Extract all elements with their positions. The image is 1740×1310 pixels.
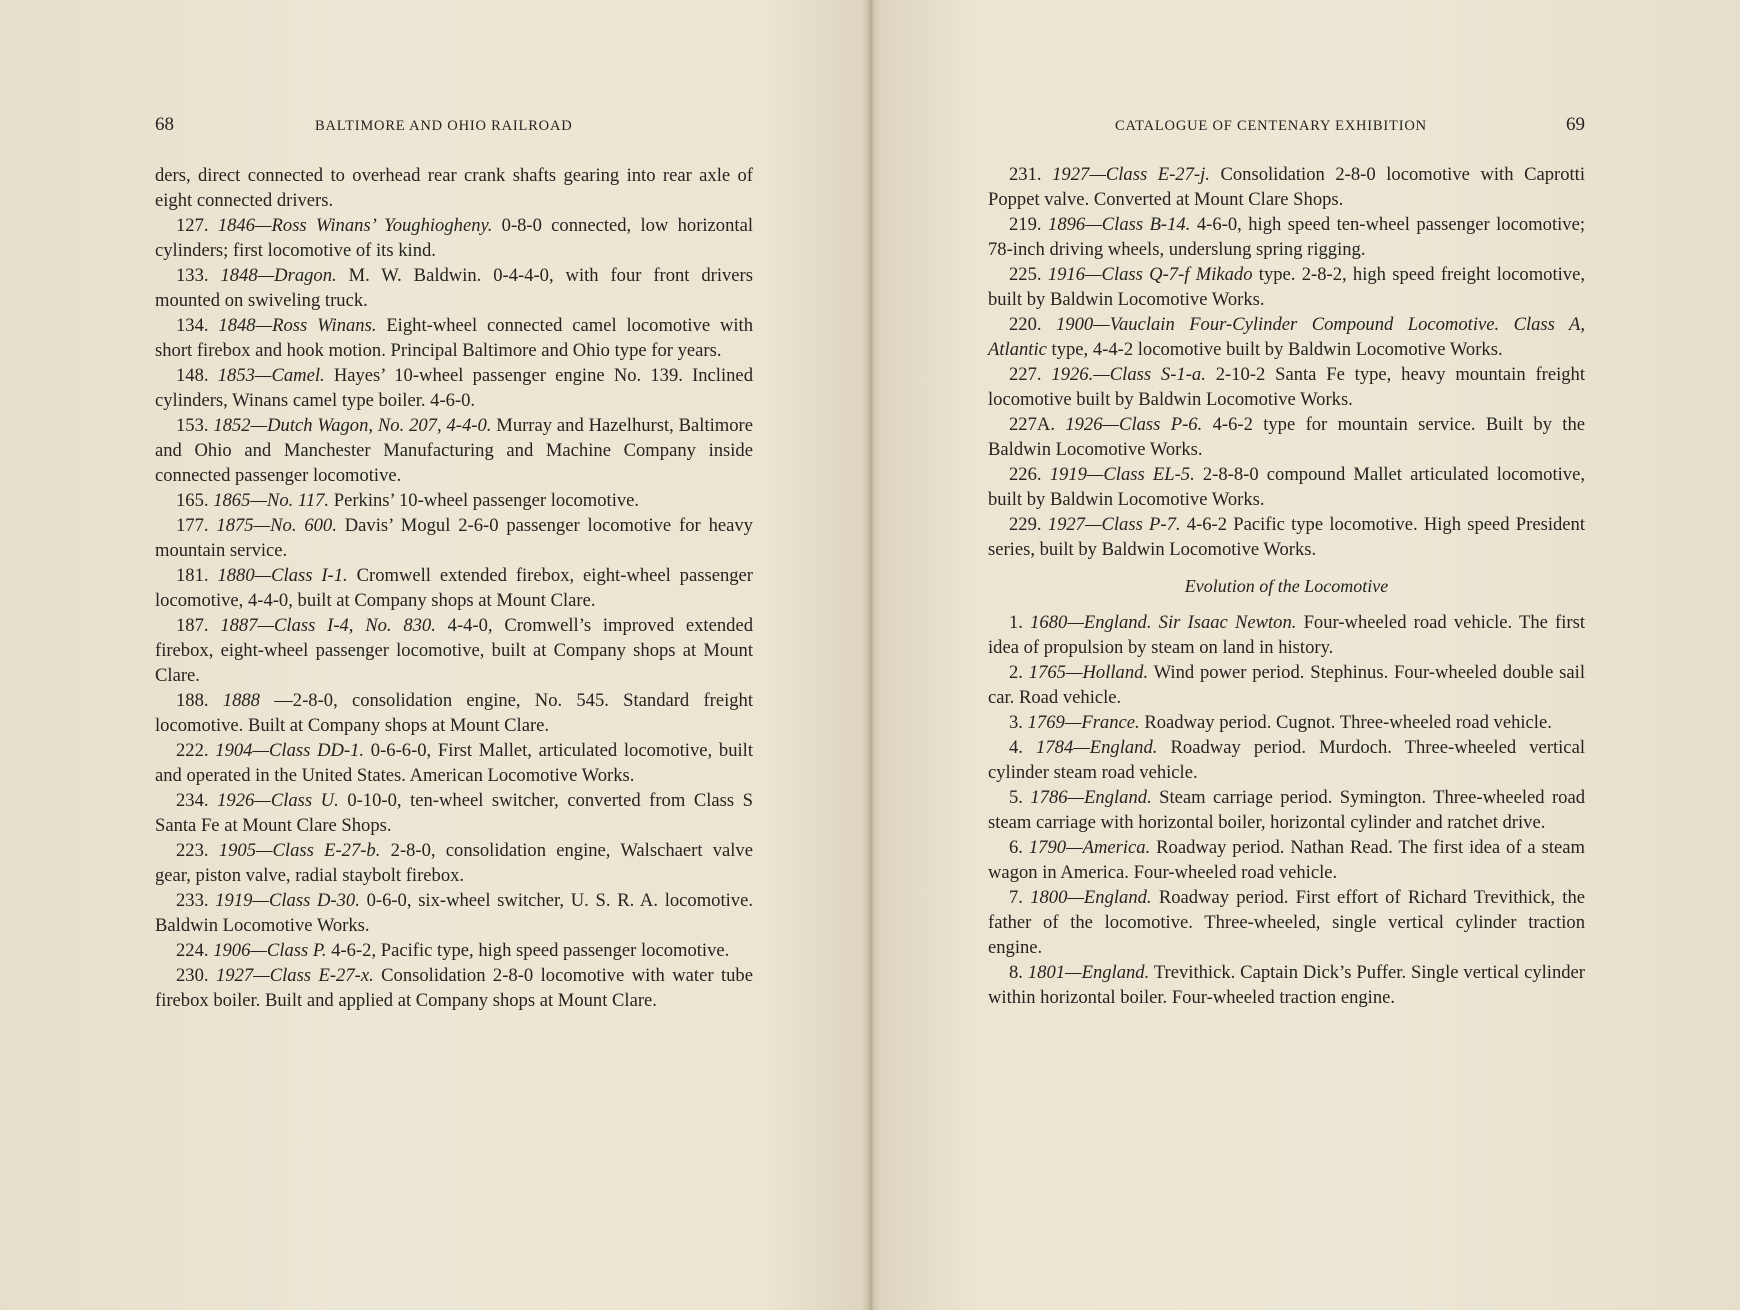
entry-description: Hayes’ 10-wheel passenger engine No. 139. Inclined cylinders, Winans camel type boiler. 4-6-0.: [155, 365, 753, 411]
entry-number: 231.: [1009, 164, 1042, 185]
entry-date-title: 1926—Class P-6.: [1065, 414, 1203, 435]
right-page-number: 69: [1566, 114, 1585, 135]
entry-description: Davis’ Mogul 2-6-0 passenger locomotive for heavy mountain service.: [155, 515, 753, 561]
entry-number: 220.: [1009, 314, 1042, 335]
entry-number: 234.: [176, 790, 209, 811]
entry-date-title: 1875—No. 600.: [216, 515, 337, 536]
left-page-body: [155, 163, 753, 1013]
catalogue-entry: [155, 788, 753, 838]
entry-date-title: 1865—No. 117.: [213, 490, 330, 511]
entry-description: 4-4-0, Cromwell’s improved extended firebox, eight-wheel passenger locomotive, built at Company shops at Mount Clare.: [155, 615, 753, 686]
entry-date-title: 1896—Class B-14.: [1048, 214, 1191, 235]
entry-description: 2-8-0, consolidation engine, Walschaert valve gear, piston valve, radial staybolt firebox.: [155, 840, 753, 886]
entry-number: 7.: [1009, 887, 1023, 908]
entry-description: Roadway period. Nathan Read. The first idea of a steam wagon in America. Four-wheeled road vehicle.: [988, 837, 1585, 883]
entry-date-title: 1769—France.: [1027, 712, 1140, 733]
catalogue-entry: [155, 688, 753, 738]
catalogue-entry: [988, 785, 1585, 835]
entry-description: ders, direct connected to overhead rear crank shafts gearing into rear axle of eight connected drivers.: [155, 165, 753, 211]
catalogue-entry: [988, 362, 1585, 412]
entry-date-title: 1916—Class Q-7-f Mikado: [1047, 264, 1253, 285]
entry-description: 0-6-0, six-wheel switcher, U. S. R. A. locomotive. Baldwin Locomotive Works.: [155, 890, 753, 936]
entry-number: 5.: [1009, 787, 1023, 808]
entry-description: type. 2-8-2, high speed freight locomotive, built by Baldwin Locomotive Works.: [988, 264, 1585, 310]
catalogue-entry: [988, 312, 1585, 362]
evolution-entries: [988, 610, 1585, 1010]
entry-description: 4-6-2 Pacific type locomotive. High speed President series, built by Baldwin Locomotive Works.: [988, 514, 1585, 560]
entry-description: Steam carriage period. Symington. Three-wheeled road steam carriage with horizontal boiler, horizontal cylinder and ratchet drive.: [988, 787, 1585, 833]
right-page: [988, 0, 1585, 1310]
catalogue-entry: [988, 512, 1585, 562]
entry-description: Cromwell extended firebox, eight-wheel passenger locomotive, 4-4-0, built at Company shops at Mount Clare.: [155, 565, 753, 611]
entry-number: 6.: [1009, 837, 1023, 858]
left-running-head: BALTIMORE AND OHIO RAILROAD: [315, 118, 573, 134]
catalogue-entry: [988, 710, 1585, 735]
entry-description: Four-wheeled road vehicle. The first idea of propulsion by steam on land in history.: [988, 612, 1586, 658]
entry-date-title: 1926.—Class S-1-a.: [1051, 364, 1206, 385]
entry-description: Wind power period. Stephinus. Four-wheeled double sail car. Road vehicle.: [988, 662, 1586, 708]
catalogue-entry: [988, 960, 1585, 1010]
catalogue-entry: [155, 513, 753, 563]
entry-date-title: 1904—Class DD-1.: [215, 740, 365, 761]
entry-number: 181.: [176, 565, 209, 586]
right-page-body: [988, 162, 1585, 1010]
entry-date-title: 1906—Class P.: [213, 940, 327, 961]
right-running-head: CATALOGUE OF CENTENARY EXHIBITION: [1115, 118, 1427, 134]
catalogue-entry: [988, 412, 1585, 462]
catalogue-entry: [988, 885, 1585, 960]
entry-description: M. W. Baldwin. 0-4-4-0, with four front drivers mounted on swiveling truck.: [155, 265, 753, 311]
entry-date-title: 1927—Class E-27-j.: [1052, 164, 1210, 185]
entry-date-title: 1926—Class U.: [217, 790, 339, 811]
entry-number: 233.: [176, 890, 209, 911]
catalogue-entry: [988, 462, 1585, 512]
catalogue-entry: [155, 363, 753, 413]
entry-number: 223.: [176, 840, 209, 861]
entry-number: 133.: [176, 265, 209, 286]
entry-number: 3.: [1009, 712, 1023, 733]
entry-number: 165.: [176, 490, 209, 511]
entry-date-title: 1853—Camel.: [217, 365, 325, 386]
catalogue-entry: [155, 313, 753, 363]
entry-date-title: 1848—Dragon.: [220, 265, 337, 286]
entry-description: 4-6-2 type for mountain service. Built by the Baldwin Locomotive Works.: [988, 414, 1586, 460]
catalogue-entry: [155, 963, 753, 1013]
left-page-number: 68: [155, 114, 174, 135]
entry-number: 224.: [176, 940, 209, 961]
entry-date-title: 1786—England.: [1030, 787, 1152, 808]
entry-description: Roadway period. Murdoch. Three-wheeled vertical cylinder steam road vehicle.: [988, 737, 1585, 783]
entry-description: Murray and Hazelhurst, Baltimore and Ohio and Manchester Manufacturing and Machine Company inside connected passenger locomotive.: [155, 415, 753, 486]
catalogue-entry: [988, 262, 1585, 312]
catalogue-entry: [988, 735, 1585, 785]
catalogue-entry: [155, 263, 753, 313]
left-page-header: [155, 114, 753, 138]
entry-date-title: 1848—Ross Winans.: [218, 315, 377, 336]
entry-date-title: 1880—Class I-1.: [217, 565, 348, 586]
entry-description: 2-8-8-0 compound Mallet articulated locomotive, built by Baldwin Locomotive Works.: [988, 464, 1585, 510]
catalogue-entry: [988, 212, 1585, 262]
entry-description: Trevithick. Captain Dick’s Puffer. Single vertical cylinder within horizontal boiler. Four-wheeled traction engine.: [988, 962, 1585, 1008]
entry-number: 188.: [176, 690, 209, 711]
entry-description: 2-10-2 Santa Fe type, heavy mountain freight locomotive built by Baldwin Locomotive Works.: [988, 364, 1586, 410]
entry-date-title: 1927—Class E-27-x.: [215, 965, 374, 986]
entry-date-title: 1900—Vauclain Four-Cylinder Compound Locomotive. Class A, Atlantic: [988, 314, 1586, 360]
entry-date-title: 1919—Class D-30.: [215, 890, 360, 911]
catalogue-entry: [988, 162, 1585, 212]
entry-description: Roadway period. Cugnot. Three-wheeled road vehicle.: [1144, 712, 1552, 733]
catalogue-entry: [155, 563, 753, 613]
catalogue-entry: [155, 738, 753, 788]
entry-description: 0-8-0 connected, low horizontal cylinders; first locomotive of its kind.: [155, 215, 753, 261]
entry-date-title: 1927—Class P-7.: [1047, 514, 1181, 535]
entry-number: 127.: [176, 215, 209, 236]
entry-date-title: 1790—America.: [1028, 837, 1151, 858]
entry-number: 226.: [1009, 464, 1042, 485]
book-gutter: [868, 0, 874, 1310]
entry-date-title: 1680—England. Sir Isaac Newton.: [1030, 612, 1297, 633]
entry-description: type, 4-4-2 locomotive built by Baldwin Locomotive Works.: [1051, 339, 1503, 360]
entry-description: Consolidation 2-8-0 locomotive with water tube firebox boiler. Built and applied at Company shops at Mount Clare.: [155, 965, 753, 1011]
entry-number: 1.: [1009, 612, 1023, 633]
catalogue-entry: [988, 610, 1585, 660]
entry-date-title: 1801—England.: [1027, 962, 1150, 983]
catalogue-entries: [988, 162, 1585, 562]
entry-date-title: 1846—Ross Winans’ Youghiogheny.: [217, 215, 493, 236]
entry-description: 0-6-6-0, First Mallet, articulated locomotive, built and operated in the United States. American Locomotive Works.: [155, 740, 753, 786]
entry-number: 177.: [176, 515, 209, 536]
entry-number: 230.: [176, 965, 209, 986]
entry-number: 227.: [1009, 364, 1042, 385]
catalogue-entry: [155, 163, 753, 213]
catalogue-entry: [155, 488, 753, 513]
entry-number: 222.: [176, 740, 209, 761]
entry-number: 229.: [1009, 514, 1042, 535]
catalogue-entry: [155, 938, 753, 963]
entry-number: 134.: [176, 315, 209, 336]
catalogue-entry: [155, 888, 753, 938]
entry-number: 2.: [1009, 662, 1023, 683]
catalogue-entry: [155, 413, 753, 488]
entry-description: 0-10-0, ten-wheel switcher, converted from Class S Santa Fe at Mount Clare Shops.: [155, 790, 754, 836]
catalogue-entry: [155, 213, 753, 263]
entry-number: 153.: [176, 415, 209, 436]
entry-number: 219.: [1009, 214, 1042, 235]
entry-description: —2-8-0, consolidation engine, No. 545. Standard freight locomotive. Built at Company shops at Mount Clare.: [155, 690, 754, 736]
entry-number: 148.: [176, 365, 209, 386]
entry-date-title: 1852—Dutch Wagon, No. 207, 4-4-0.: [213, 415, 492, 436]
entry-date-title: 1800—England.: [1030, 887, 1152, 908]
entry-description: Consolidation 2-8-0 locomotive with Caprotti Poppet valve. Converted at Mount Clare Shops.: [988, 164, 1586, 210]
entry-description: 4-6-2, Pacific type, high speed passenger locomotive.: [331, 940, 730, 961]
catalogue-entry: [155, 838, 753, 888]
entry-number: 225.: [1009, 264, 1042, 285]
entry-description: Roadway period. First effort of Richard Trevithick, the father of the locomotive. Three-wheeled, single vertical cylinder traction engine.: [988, 887, 1585, 958]
entry-description: 4-6-0, high speed ten-wheel passenger locomotive; 78-inch driving wheels, underslung spring rigging.: [988, 214, 1585, 260]
entry-number: 227A.: [1009, 414, 1055, 435]
catalogue-entry: [988, 835, 1585, 885]
catalogue-entry: [155, 613, 753, 688]
entry-number: 8.: [1009, 962, 1023, 983]
entry-date-title: 1765—Holland.: [1028, 662, 1149, 683]
section-title: Evolution of the Locomotive: [1184, 576, 1389, 596]
entry-number: 4.: [1009, 737, 1023, 758]
entry-date-title: 1888: [222, 690, 260, 711]
left-page: [155, 0, 753, 1310]
entry-date-title: 1905—Class E-27-b.: [218, 840, 381, 861]
entry-date-title: 1784—England.: [1036, 737, 1158, 758]
entry-description: Perkins’ 10-wheel passenger locomotive.: [333, 490, 640, 511]
entry-number: 187.: [176, 615, 209, 636]
entry-date-title: 1919—Class EL-5.: [1049, 464, 1195, 485]
entry-date-title: 1887—Class I-4, No. 830.: [220, 615, 436, 636]
entry-description: Eight-wheel connected camel locomotive with short firebox and hook motion. Principal Baltimore and Ohio type for years.: [155, 315, 753, 361]
right-page-header: [988, 114, 1585, 138]
catalogue-entry: [988, 660, 1585, 710]
